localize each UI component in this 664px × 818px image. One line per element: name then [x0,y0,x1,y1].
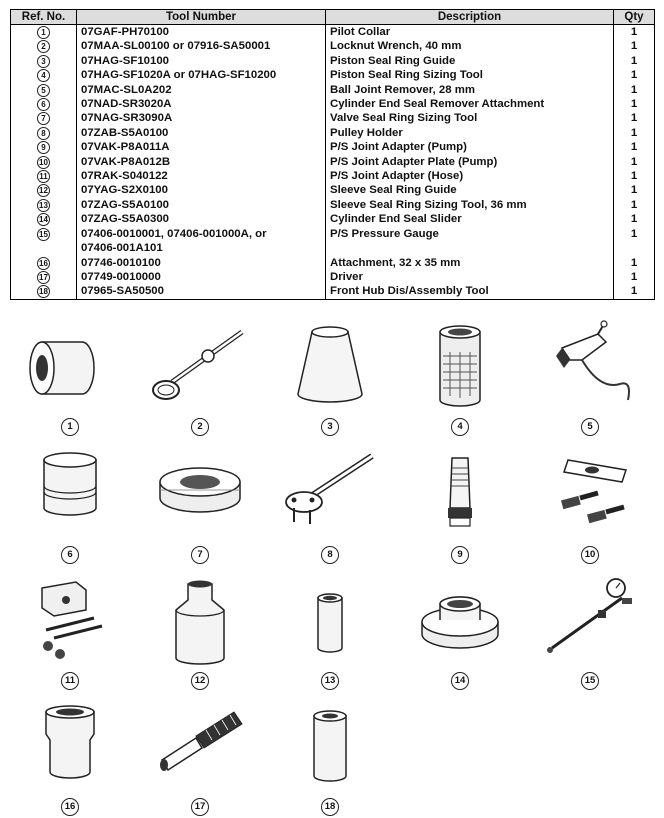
illustration-4 [405,320,515,436]
ref-number: 2 [37,40,50,53]
ref-label: 18 [321,798,339,816]
table-row [11,212,655,226]
table-row [11,68,655,82]
table-row [11,256,655,270]
ref-number: 5 [37,84,50,97]
ref-number-cell [11,227,77,256]
ref-number: 18 [37,285,50,298]
ref-number-cell [11,83,77,97]
tool-number-cell [77,126,326,140]
description-cell: Piston Seal Ring Guide [326,54,614,68]
ref-number-cell [11,25,77,40]
tool-number-cell [77,270,326,284]
description-cell: Front Hub Dis/Assembly Tool [326,284,614,299]
ref-number: 6 [37,98,50,111]
description-cell: Sleeve Seal Ring Sizing Tool, 36 mm [326,198,614,212]
table-row [11,284,655,299]
description-cell: Cylinder End Seal Remover Attachment [326,97,614,111]
tool-number: 07ZAG-S5A0100 [81,198,170,211]
ref-label: 16 [61,798,79,816]
table-row [11,270,655,284]
ref-number: 4 [37,69,50,82]
ref-label: 4 [451,418,469,436]
tool-number: 07VAK-P8A011A [81,141,170,154]
illustration-3 [275,320,385,436]
illustration-6 [15,448,125,564]
ref-number: 11 [37,170,50,183]
ref-number-cell [11,270,77,284]
table-row [11,227,655,256]
ref-number-cell [11,212,77,226]
qty-cell: 1 [614,256,655,270]
ref-number-cell [11,140,77,154]
tool-number: 07406-0010001, 07406-001000A, or [81,227,267,240]
qty-cell: 1 [614,198,655,212]
illustration-1 [15,320,125,436]
tool-number-cell [77,83,326,97]
qty-cell: 1 [614,39,655,53]
special-tools-table [10,9,655,300]
tool-number: 07GAF-PH70100 [81,26,170,38]
description-cell: Pilot Collar [326,25,614,40]
ref-number-cell [11,284,77,299]
header-ref: Ref. No. [11,10,77,25]
qty-cell: 1 [614,284,655,299]
description-cell: Piston Seal Ring Sizing Tool [326,68,614,82]
tool-number: 07HAG-SF1020A or 07HAG-SF10200 [81,69,277,82]
ref-number: 12 [37,184,50,197]
qty-cell: 1 [614,212,655,226]
sleeve-guide-icon [150,574,250,670]
ref-number: 13 [37,199,50,212]
illustration-15 [535,574,645,690]
tool-number: 07MAC-SL0A202 [81,83,172,96]
table-row [11,140,655,154]
ref-label: 1 [61,418,79,436]
tool-number: 07NAG-SR3090A [81,112,173,125]
illustration-12 [145,574,255,690]
description-cell: P/S Joint Adapter (Hose) [326,169,614,183]
illustration-5 [535,320,645,436]
illustration-16 [15,700,125,816]
ref-number-cell [11,97,77,111]
table-row [11,198,655,212]
ref-label: 11 [61,672,79,690]
table-row [11,25,655,40]
table-row [11,126,655,140]
tool-number: 07749-0010000 [81,270,161,283]
tool-number: 07YAG-S2X0100 [81,184,168,197]
ref-number: 8 [37,127,50,140]
table-row [11,155,655,169]
qty-cell: 1 [614,126,655,140]
attachment-icon [20,700,120,796]
ref-label: 8 [321,546,339,564]
description-cell: Locknut Wrench, 40 mm [326,39,614,53]
description-cell: P/S Pressure Gauge [326,227,614,256]
table-row [11,111,655,125]
adapter-plate-icon [540,448,640,544]
tool-number-cell [77,155,326,169]
description-cell: Ball Joint Remover, 28 mm [326,83,614,97]
cone-guide-icon [280,320,380,416]
tool-number-cell [77,198,326,212]
header-tool-number: Tool Number [77,10,326,25]
table-row [11,39,655,53]
ref-number: 10 [37,156,50,169]
ref-number-cell [11,126,77,140]
pressure-gauge-icon [540,574,640,670]
illustration-14 [405,574,515,690]
tool-number-cell [77,68,326,82]
ref-number-cell [11,256,77,270]
qty-cell: 1 [614,83,655,97]
ref-label: 12 [191,672,209,690]
qty-cell: 1 [614,54,655,68]
hose-adapter-icon [20,574,120,670]
ref-number: 16 [37,257,50,270]
description-cell: P/S Joint Adapter (Pump) [326,140,614,154]
tool-number-cell [77,97,326,111]
tool-number: 07MAA-SL00100 or 07916-SA50001 [81,40,271,53]
tool-number-cell [77,111,326,125]
qty-cell: 1 [614,169,655,183]
table-row [11,97,655,111]
description-cell: P/S Joint Adapter Plate (Pump) [326,155,614,169]
illustration-18 [275,700,385,816]
qty-cell: 1 [614,270,655,284]
description-cell: Driver [326,270,614,284]
description-cell: Pulley Holder [326,126,614,140]
tool-number: 07746-0010100 [81,256,161,269]
table-row [11,169,655,183]
pulley-holder-icon [280,448,380,544]
ref-label: 9 [451,546,469,564]
illustration-8 [275,448,385,564]
tool-number: 07965-SA50500 [81,285,164,298]
ball-joint-remover-icon [540,320,640,416]
tool-number-cell [77,39,326,53]
tool-number-cell [77,212,326,226]
illustration-7 [145,448,255,564]
ref-number-cell [11,39,77,53]
ref-number-cell [11,68,77,82]
joint-adapter-icon [410,448,510,544]
illustration-2 [145,320,255,436]
illustration-13 [275,574,385,690]
ref-label: 10 [581,546,599,564]
tool-number: 07ZAB-S5A0100 [81,126,169,139]
tool-number: 07VAK-P8A012B [81,155,171,168]
qty-cell: 1 [614,227,655,256]
ref-label: 17 [191,798,209,816]
ref-label: 13 [321,672,339,690]
qty-cell: 1 [614,68,655,82]
ref-label: 2 [191,418,209,436]
ref-label: 3 [321,418,339,436]
qty-cell: 1 [614,183,655,197]
qty-cell: 1 [614,155,655,169]
ref-number: 15 [37,228,50,241]
qty-cell: 1 [614,97,655,111]
table-header-row [11,10,655,25]
ref-number-cell [11,54,77,68]
header-qty: Qty [614,10,655,25]
table-row [11,183,655,197]
tool-number: 07HAG-SF10100 [81,54,170,67]
ref-number: 1 [37,26,50,39]
ring-sizing-tool-icon [150,448,250,544]
ref-number-cell [11,169,77,183]
short-sleeve-icon [280,574,380,670]
ref-number-cell [11,183,77,197]
hub-tool-icon [280,700,380,796]
tool-number-cell [77,227,326,256]
ref-number-cell [11,111,77,125]
pilot-collar-icon [20,320,120,416]
illustration-11 [15,574,125,690]
tool-number-cell [77,284,326,299]
table-row [11,83,655,97]
ref-number: 14 [37,213,50,226]
ref-number-cell [11,198,77,212]
cup-attachment-icon [20,448,120,544]
ref-label: 6 [61,546,79,564]
table-row [11,54,655,68]
description-cell: Sleeve Seal Ring Guide [326,183,614,197]
ref-number: 7 [37,112,50,125]
description-cell: Attachment, 32 x 35 mm [326,256,614,270]
ref-number-cell [11,155,77,169]
qty-cell: 1 [614,25,655,40]
tool-number-cell [77,183,326,197]
tool-number-cell [77,169,326,183]
qty-cell: 1 [614,140,655,154]
illustration-9 [405,448,515,564]
tool-number: 07RAK-S040122 [81,170,168,183]
tool-number-cell [77,54,326,68]
description-cell: Cylinder End Seal Slider [326,212,614,226]
qty-cell: 1 [614,111,655,125]
description-cell: Valve Seal Ring Sizing Tool [326,111,614,125]
ref-label: 14 [451,672,469,690]
illustration-17 [145,700,255,816]
driver-handle-icon [150,700,250,796]
ref-label: 7 [191,546,209,564]
ref-label: 15 [581,672,599,690]
ref-number: 3 [37,55,50,68]
seal-slider-icon [410,574,510,670]
tool-number-cell [77,25,326,40]
tool-number: 07NAD-SR3020A [81,98,172,111]
header-description: Description [326,10,614,25]
ref-number: 9 [37,141,50,154]
locknut-wrench-icon [150,320,250,416]
tool-number: 07ZAG-S5A0300 [81,213,170,226]
ref-number: 17 [37,271,50,284]
tool-number-cell [77,140,326,154]
illustration-10 [535,448,645,564]
ref-label: 5 [581,418,599,436]
tool-number-continued: 07406-001A101 [81,242,163,255]
sizing-sleeve-icon [410,320,510,416]
tool-number-cell [77,256,326,270]
